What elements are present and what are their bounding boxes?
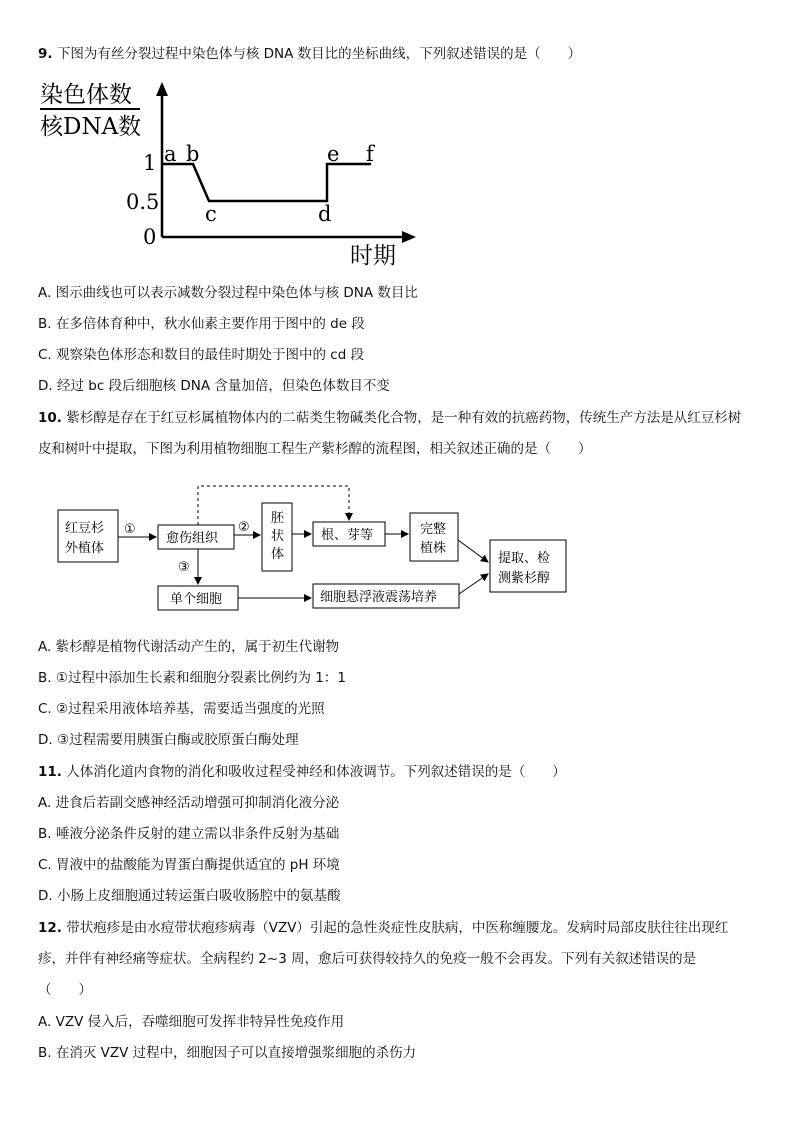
q9-ylabel-top: 染色体数 bbox=[40, 82, 132, 108]
q12-option-b: B. 在消灭 VZV 过程中，细胞因子可以直接增强浆细胞的杀伤力 bbox=[38, 1045, 417, 1061]
q9-y-arrow bbox=[156, 82, 168, 96]
flow-embryoid-1: 胚 bbox=[271, 511, 285, 526]
flow-arrow-suspension-extract bbox=[459, 574, 488, 594]
q10-number: 10. bbox=[38, 410, 62, 426]
q11-stem-text: 人体消化道内食物的消化和吸收过程受神经和体液调节。下列叙述错误的是（ ） bbox=[66, 764, 566, 780]
q9-curve bbox=[162, 164, 371, 201]
flow-step-2: ② bbox=[238, 520, 250, 535]
q10-option-b: B. ①过程中添加生长素和细胞分裂素比例约为 1：1 bbox=[38, 670, 346, 686]
flow-explant-2: 外植体 bbox=[65, 541, 105, 556]
q9-point-a: a bbox=[164, 142, 177, 166]
q10-stem-line2: 皮和树叶中提取，下图为利用植物细胞工程生产紫杉醇的流程图，相关叙述正确的是（ ） bbox=[38, 441, 592, 457]
q11-option-c: C. 胃液中的盐酸能为胃蛋白酶提供适宜的 pH 环境 bbox=[38, 857, 340, 873]
q12-stem-line1 bbox=[38, 919, 728, 937]
flow-plant-2: 植株 bbox=[420, 541, 447, 556]
q11-number: 11. bbox=[38, 764, 62, 780]
q9-ytick-0: 0 bbox=[143, 225, 157, 249]
q9-option-a: A. 图示曲线也可以表示减数分裂过程中染色体与核 DNA 数目比 bbox=[38, 285, 418, 301]
flow-suspension: 细胞悬浮液震荡培养 bbox=[320, 590, 438, 605]
flow-embryoid-3: 体 bbox=[271, 547, 285, 562]
flow-extract-2: 测紫杉醇 bbox=[498, 571, 551, 586]
flow-step-3: ③ bbox=[178, 560, 190, 575]
q9-option-b: B. 在多倍体育种中，秋水仙素主要作用于图中的 de 段 bbox=[38, 316, 365, 332]
flow-embryoid-2: 状 bbox=[271, 529, 285, 544]
flow-single-cell: 单个细胞 bbox=[170, 592, 223, 607]
q10-flowchart bbox=[50, 478, 580, 620]
q12-stem-text1: 带状疱疹是由水痘带状疱疹病毒（VZV）引起的急性炎症性皮肤病，中医称缠腰龙。发病时局部皮肤往往出现红 bbox=[66, 920, 729, 936]
q9-ytick-05: 0.5 bbox=[126, 190, 160, 214]
q9-graph bbox=[38, 78, 418, 270]
q9-point-e: e bbox=[327, 142, 340, 166]
q10-stem-line1 bbox=[38, 409, 741, 427]
q9-ytick-1: 1 bbox=[143, 151, 157, 175]
q11-option-b: B. 唾液分泌条件反射的建立需以非条件反射为基础 bbox=[38, 826, 340, 842]
q9-stem-text: 下图为有丝分裂过程中染色体与核 DNA 数目比的坐标曲线，下列叙述错误的是（ ） bbox=[56, 46, 582, 62]
q9-xlabel: 时期 bbox=[350, 243, 396, 269]
flow-rootbud: 根、芽等 bbox=[321, 528, 374, 543]
q12-option-a: A. VZV 侵入后，吞噬细胞可发挥非特异性免疫作用 bbox=[38, 1014, 345, 1030]
q9-point-d: d bbox=[318, 202, 332, 226]
q9-stem bbox=[38, 45, 581, 63]
q10-option-d: D. ③过程需要用胰蛋白酶或胶原蛋白酶处理 bbox=[38, 732, 299, 748]
q9-point-c: c bbox=[205, 202, 217, 226]
q9-number: 9. bbox=[38, 46, 53, 62]
flow-step-1: ① bbox=[124, 522, 136, 537]
q10-option-c: C. ②过程采用液体培养基，需要适当强度的光照 bbox=[38, 701, 325, 717]
q12-stem-line3: （ ） bbox=[38, 982, 92, 998]
flow-explant-1: 红豆杉 bbox=[65, 521, 105, 536]
q9-option-c: C. 观察染色体形态和数目的最佳时期处于图中的 cd 段 bbox=[38, 347, 365, 363]
flow-callus: 愈伤组织 bbox=[166, 531, 219, 546]
flow-extract-1: 提取、检 bbox=[498, 551, 551, 566]
flow-arrow-plant-extract bbox=[458, 540, 488, 562]
q11-stem bbox=[38, 763, 566, 781]
q10-stem-text1: 紫杉醇是存在于红豆杉属植物体内的二萜类生物碱类化合物，是一种有效的抗癌药物，传统生产方法是从红豆杉树 bbox=[66, 410, 742, 426]
q9-ylabel-bottom: 核DNA数 bbox=[40, 114, 142, 140]
q11-option-a: A. 进食后若副交感神经活动增强可抑制消化液分泌 bbox=[38, 795, 340, 811]
q12-stem-line2: 疹，并伴有神经痛等症状。全病程约 2~3 周，愈后可获得较持久的免疫一般不会再发。下列有关叙述错误的是 bbox=[38, 951, 697, 967]
q9-point-f: f bbox=[366, 142, 374, 166]
q9-point-b: b bbox=[186, 142, 200, 166]
q12-number: 12. bbox=[38, 920, 62, 936]
q9-option-d: D. 经过 bc 段后细胞核 DNA 含量加倍，但染色体数目不变 bbox=[38, 378, 390, 394]
q11-option-d: D. 小肠上皮细胞通过转运蛋白吸收肠腔中的氨基酸 bbox=[38, 888, 341, 904]
q10-option-a: A. 紫杉醇是植物代谢活动产生的，属于初生代谢物 bbox=[38, 639, 340, 655]
q9-x-arrow bbox=[402, 231, 416, 243]
flow-plant-1: 完整 bbox=[420, 522, 447, 537]
